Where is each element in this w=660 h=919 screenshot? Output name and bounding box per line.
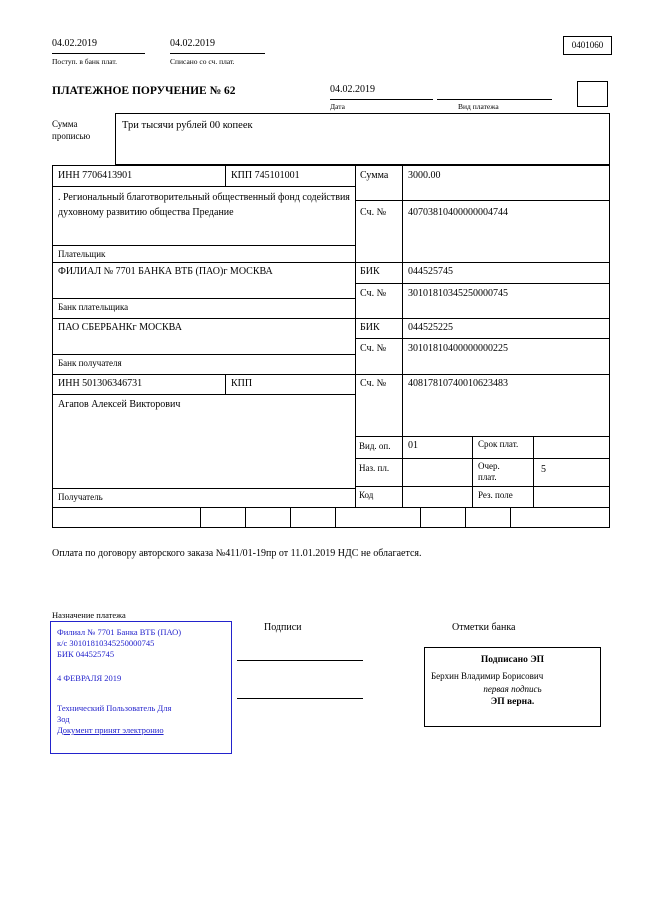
amount-words-label-line1: Сумма xyxy=(52,119,78,129)
stamp-gap xyxy=(57,660,225,673)
document-date-label: Дата xyxy=(330,102,345,111)
code-label: Код xyxy=(359,490,374,500)
stamp-bik: БИК 044525745 xyxy=(57,649,115,659)
grid-line xyxy=(355,338,610,339)
signatures-title: Подписи xyxy=(264,622,302,633)
grid-line xyxy=(335,508,336,528)
payer-bank-label: Банк плательщика xyxy=(58,302,129,312)
grid-line xyxy=(355,436,610,437)
payee-bank-label: Банк получателя xyxy=(58,358,122,368)
grid-line xyxy=(52,394,355,395)
signature-kind: первая подпись xyxy=(483,684,542,694)
stamp-operator-line1: Технический Пользователь Для xyxy=(57,703,172,713)
payee-bank-bik-label: БИК xyxy=(360,322,380,333)
grid-line xyxy=(510,508,511,528)
grid-line xyxy=(52,488,355,489)
extra-fields-row xyxy=(52,508,610,528)
grid-line xyxy=(52,186,355,187)
payer-kpp: КПП 745101001 xyxy=(231,170,300,181)
grid-line xyxy=(52,245,355,246)
payer-account: 40703810400000004744 xyxy=(408,207,508,218)
bank-marks-title: Отметки банка xyxy=(452,622,516,633)
grid-line xyxy=(355,283,610,284)
payee-account: 40817810740010623483 xyxy=(408,378,508,389)
grid-line xyxy=(355,200,610,201)
payment-type-label: Вид платежа xyxy=(458,102,499,111)
stamp-accepted-note: Документ принят электронио xyxy=(57,725,164,735)
term-label: Срок плат. xyxy=(478,439,519,449)
form-code-box: 0401060 xyxy=(563,36,612,55)
grid-line xyxy=(420,508,421,528)
op-kind-label: Вид. оп. xyxy=(359,441,391,451)
grid-line xyxy=(245,508,246,528)
stamp-gap xyxy=(57,684,225,703)
document-date: 04.02.2019 xyxy=(330,84,433,100)
debited-from-account-date: 04.02.2019 xyxy=(170,38,265,54)
grid-line xyxy=(52,318,610,319)
op-kind-value: 01 xyxy=(408,440,418,451)
amount-words-value: Три тысячи рублей 00 копеек xyxy=(122,120,253,131)
stamp-operator-line2: Зод xyxy=(57,714,70,724)
purpose-text: Оплата по договору авторского заказа №411/01-19пр от 11.01.2019 НДС не облагается. xyxy=(52,548,422,559)
payer-bank-name: ФИЛИАЛ № 7701 БАНКА ВТБ (ПАО)г МОСКВА xyxy=(58,266,273,277)
payment-type-code-box xyxy=(577,81,608,107)
payment-stamp-box xyxy=(50,621,232,754)
received-in-bank-date: 04.02.2019 xyxy=(52,38,145,54)
signature-stamp-box xyxy=(424,647,601,727)
sum-label: Сумма xyxy=(360,170,389,181)
payee-bank-name: ПАО СБЕРБАНКг МОСКВА xyxy=(58,322,182,333)
payee-bank-bik: 044525225 xyxy=(408,322,453,333)
payee-bank-account-label: Сч. № xyxy=(360,343,387,354)
payer-label: Плательщик xyxy=(58,249,106,259)
payer-bank-account-label: Сч. № xyxy=(360,288,387,299)
grid-line xyxy=(533,436,534,508)
payment-type-line xyxy=(437,99,552,100)
grid-line xyxy=(52,262,610,263)
payee-bank-account: 30101810400000000225 xyxy=(408,343,508,354)
signature-line-1 xyxy=(237,660,363,661)
payer-name: . Региональный благотворительный общественный фонд содействия духовному развитию общества Предание xyxy=(58,192,350,218)
document-title: ПЛАТЕЖНОЕ ПОРУЧЕНИЕ № 62 xyxy=(52,85,236,97)
sum-value: 3000.00 xyxy=(408,170,441,181)
purpose-code-label: Наз. пл. xyxy=(359,463,390,473)
received-in-bank-label: Поступ. в банк плат. xyxy=(52,57,117,66)
reserve-label: Рез. поле xyxy=(478,490,513,500)
grid-line xyxy=(472,436,473,508)
stamp-corr-account: к/с 30101810345250000745 xyxy=(57,638,155,648)
signature-line-2 xyxy=(237,698,363,699)
signature-validity: ЭП верна. xyxy=(490,697,535,707)
grid-line xyxy=(200,508,201,528)
payer-inn: ИНН 7706413901 xyxy=(58,170,133,181)
payee-name: Агапов Алексей Викторович xyxy=(58,399,181,410)
queue-value: 5 xyxy=(541,464,546,475)
signed-ep-title: Подписано ЭП xyxy=(480,655,545,665)
payer-bank-account: 30101810345250000745 xyxy=(408,288,508,299)
payer-account-label: Сч. № xyxy=(360,207,387,218)
grid-line xyxy=(402,165,403,508)
grid-line xyxy=(355,458,610,459)
payee-kpp-label: КПП xyxy=(231,378,253,389)
debited-from-account-label: Списано со сч. плат. xyxy=(170,57,235,66)
grid-line xyxy=(52,298,355,299)
signer-name: Берхин Владимир Борисович xyxy=(431,671,544,681)
payer-bank-bik-label: БИК xyxy=(360,266,380,277)
grid-line xyxy=(355,165,356,508)
stamp-date: 4 ФЕВРАЛЯ 2019 xyxy=(57,673,122,683)
grid-line xyxy=(52,374,610,375)
queue-label: Очер. плат. xyxy=(478,461,500,482)
payee-account-label: Сч. № xyxy=(360,378,387,389)
grid-line xyxy=(355,486,610,487)
payer-bank-bik: 044525745 xyxy=(408,266,453,277)
payee-label: Получатель xyxy=(58,492,103,502)
stamp-bank-name: Филиал № 7701 Банка ВТБ (ПАО) xyxy=(57,627,182,637)
grid-line xyxy=(290,508,291,528)
grid-line xyxy=(225,374,226,394)
purpose-label: Назначение платежа xyxy=(52,610,126,620)
grid-line xyxy=(225,165,226,186)
grid-line xyxy=(52,354,355,355)
payee-inn: ИНН 501306346731 xyxy=(58,378,143,389)
amount-words-label-line2: прописью xyxy=(52,131,91,141)
grid-line xyxy=(465,508,466,528)
